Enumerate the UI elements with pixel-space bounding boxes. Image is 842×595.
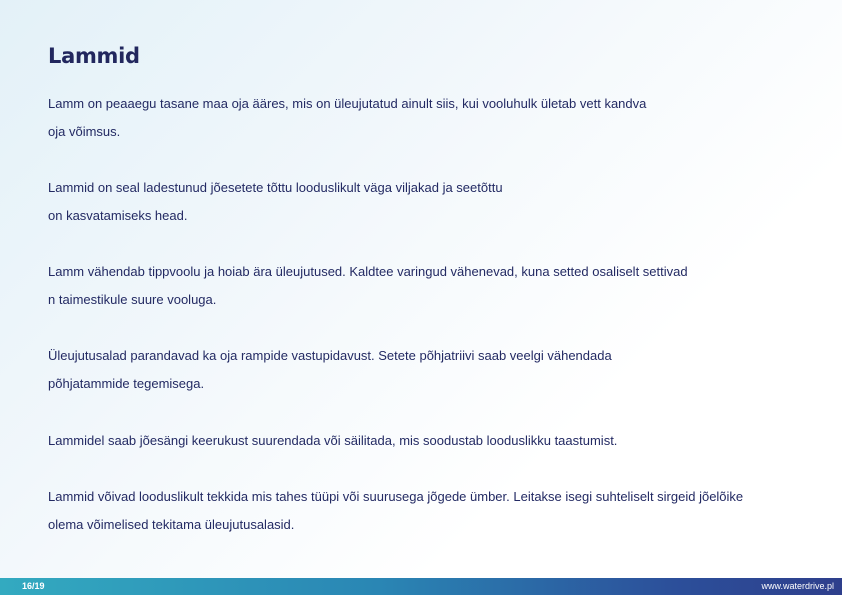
paragraph-line: Lammidel saab jõesängi keerukust suurendada või säilitada, mis soodustab looduslikku taastumist. [48,433,618,448]
paragraph-line: Lammid võivad looduslikult tekkida mis tahes tüüpi või suurusega jõgede ümber. Leitakse isegi suhteliselt sirgeid jõelõike [48,489,744,504]
paragraph-line: on kasvatamiseks head. [48,208,188,223]
paragraph-ramp-resilience [48,342,818,398]
paragraph-floodplain-definition [48,90,818,146]
paragraph-line: n taimestikule suure vooluga. [48,292,217,307]
page-title: Lammid [48,44,140,68]
paragraph-line: põhjatammide tegemisega. [48,376,205,391]
paragraph-line: Lammid on seal ladestunud jõesetete tõttu looduslikult väga viljakad ja seetõttu [48,180,503,195]
paragraph-line: Üleujutusalad parandavad ka oja rampide vastupidavust. Setete põhjatriivi saab veelgi vähendada [48,348,612,363]
paragraph-line: Lamm on peaaegu tasane maa oja ääres, mis on üleujutatud ainult siis, kui vooluhulk ületab vett kandva [48,96,647,111]
paragraph-complexity [48,427,818,455]
paragraph-peak-flow [48,258,818,314]
paragraph-line: olema võimelised tekitama üleujutusalasid. [48,517,295,532]
page-number: 16/19 [22,581,45,591]
paragraph-formation [48,483,818,539]
paragraph-line: Lamm vähendab tippvoolu ja hoiab ära üleujutused. Kaldtee varingud vähenevad, kuna setted osaliselt settivad [48,264,688,279]
paragraph-fertility [48,174,818,230]
website-link[interactable]: www.waterdrive.pl [761,581,834,591]
paragraph-line: oja võimsus. [48,124,121,139]
footer-bar [0,578,842,595]
